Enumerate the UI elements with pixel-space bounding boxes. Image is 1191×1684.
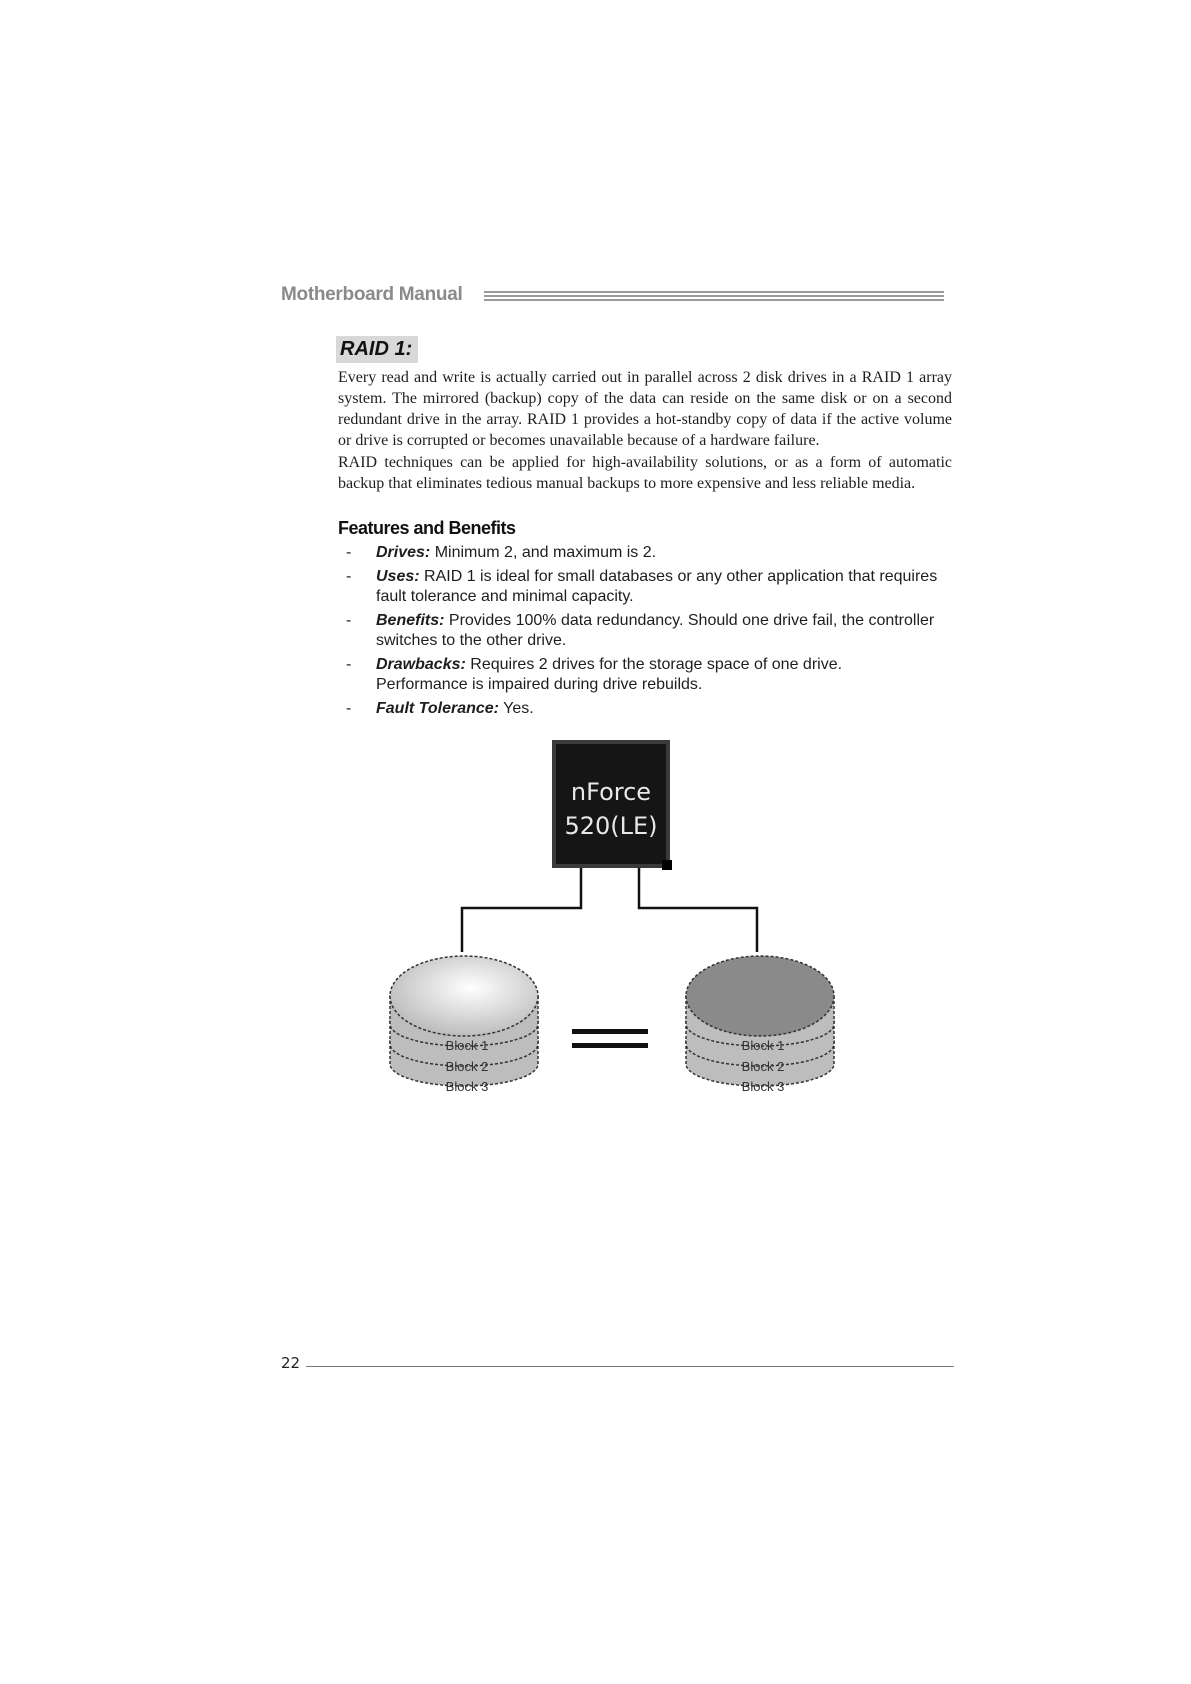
feature-label: Drawbacks:	[376, 656, 466, 673]
features-heading: Features and Benefits	[338, 518, 516, 538]
list-item: - Benefits: Provides 100% data redundancy. Should one drive fail, the controller switches to the other drive.	[346, 612, 935, 649]
equals-icon	[572, 1029, 648, 1048]
feature-text: Minimum 2, and maximum is 2.	[434, 544, 657, 561]
list-item: - Uses: RAID 1 is ideal for small databases or any other application that requires fault tolerance and minimal capacity.	[346, 568, 938, 605]
feature-text: RAID 1 is ideal for small databases or any other application that requires fault tolerance and minimal capacity.	[376, 568, 938, 605]
paragraph-2: RAID techniques can be applied for high-availability solutions, or as a form of automatic backup that eliminates tedious manual backups to more expensive and less reliable media.	[338, 454, 952, 492]
header-title: Motherboard Manual	[281, 284, 463, 305]
section-title: RAID 1:	[336, 336, 418, 363]
feature-text: Requires 2 drives for the storage space of one drive. Performance is impaired during drive rebuilds.	[376, 656, 843, 693]
list-item: - Drawbacks: Requires 2 drives for the storage space of one drive. Performance is impaired during drive rebuilds.	[346, 656, 843, 693]
feature-text: Provides 100% data redundancy. Should one drive fail, the controller switches to the other drive.	[376, 612, 935, 649]
features-list	[338, 543, 938, 723]
footer-rule	[306, 1366, 954, 1367]
feature-text: Yes.	[503, 700, 534, 717]
list-item: - Drives: Minimum 2, and maximum is 2.	[346, 544, 657, 561]
raid1-diagram	[380, 738, 840, 1098]
feature-label: Benefits:	[376, 612, 445, 629]
feature-label: Drives:	[376, 544, 431, 561]
chip-label-line2: 520(LE)	[564, 812, 658, 840]
feature-label: Uses:	[376, 568, 420, 585]
connector-lines	[462, 868, 757, 952]
chip-label-line1: nForce	[570, 778, 652, 806]
disk-right-block-1: Block 1	[741, 1038, 785, 1053]
disk-left-block-2: Block 2	[445, 1059, 489, 1074]
disk-left-block-1: Block 1	[445, 1038, 489, 1053]
disk-right-block-2: Block 2	[741, 1059, 785, 1074]
paragraph-1: Every read and write is actually carried out in parallel across 2 disk drives in a RAID 1 array system. The mirrored (backup) copy of the data can reside on the same disk or on a second redundant drive in the array. RAID 1 provides a hot-standby copy of data if the active volume or drive is corrupted or becomes unavailable because of a hardware failure.	[338, 369, 952, 449]
list-item: - Fault Tolerance: Yes.	[346, 700, 534, 717]
feature-label: Fault Tolerance:	[376, 700, 499, 717]
page-number: 22	[281, 1354, 301, 1372]
disk-right-block-3: Block 3	[741, 1079, 785, 1094]
disk-left-block-3: Block 3	[445, 1079, 489, 1094]
header-rule	[484, 291, 944, 301]
nforce-chip	[552, 740, 672, 870]
